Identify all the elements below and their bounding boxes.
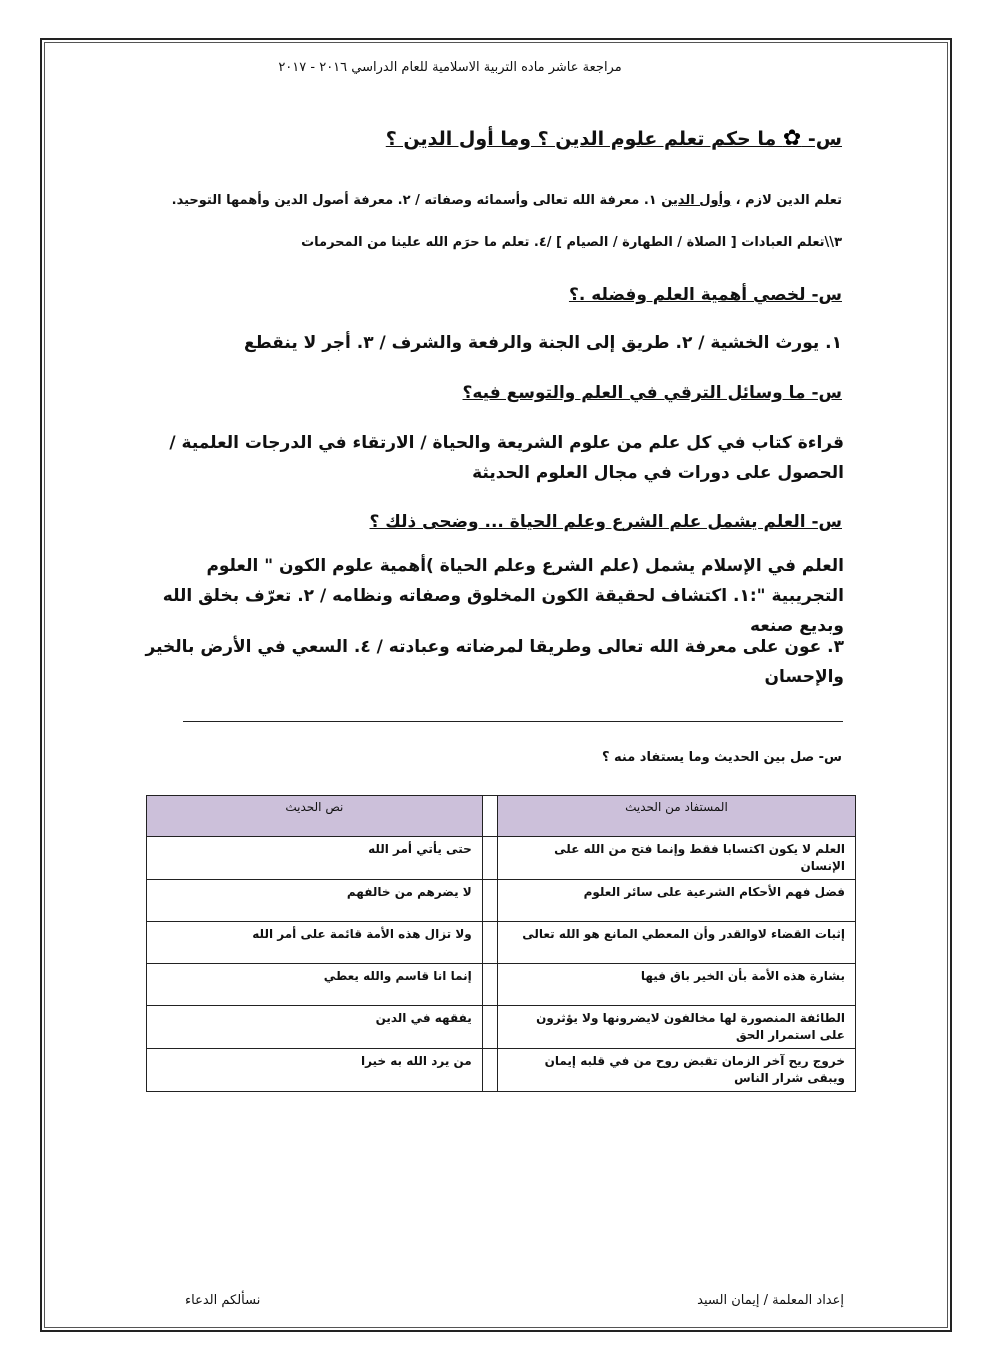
hadith-text-cell: يفقهه في الدين bbox=[147, 1006, 483, 1049]
benefit-cell: بشارة هذه الأمة بأن الخير باق فيها bbox=[497, 964, 855, 1006]
hadith-text-cell: إنما انا قاسم والله يعطي bbox=[147, 964, 483, 1006]
page-header: مراجعة عاشر ماده التربية الاسلامية للعام الدراسي ٢٠١٦ - ٢٠١٧ bbox=[278, 60, 622, 75]
benefit-cell: العلم لا يكون اكتسابا فقط وإنما فتح من الله على الإنسان bbox=[497, 837, 855, 880]
hadith-text-cell: ولا تزال هذه الأمة قائمة على أمر الله bbox=[147, 922, 483, 964]
table-row bbox=[147, 1006, 856, 1049]
answer-4-part-1: العلم في الإسلام يشمل (علم الشرع وعلم الحياة )أهمية علوم الكون " العلوم التجريبية ":١. اكتشاف لحقيقة الكون المخلوق وصفاته ونظامه / ٢. تعرّف بخلق الله وبديع صنعه bbox=[162, 556, 844, 636]
table-row bbox=[147, 922, 856, 964]
answer-1-part-a: تعلم الدين لازم ، bbox=[731, 193, 842, 208]
gap-cell bbox=[482, 837, 497, 880]
section-divider bbox=[183, 721, 843, 722]
gap-cell bbox=[482, 1049, 497, 1092]
answer-1-line-2: ٣\\تعلم العبادات [ الصلاة / الطهارة / الصيام ] /٤. تعلم ما حرَم الله علينا من المحرمات bbox=[301, 235, 842, 250]
hadith-text-cell: لا يضرهم من خالفهم bbox=[147, 880, 483, 922]
gap-cell bbox=[482, 964, 497, 1006]
answer-3: قراءة كتاب في كل علم من علوم الشريعة والحياة / الارتقاء في الدرجات العلمية / الحصول على دورات في مجال العلوم الحديثة bbox=[169, 433, 844, 483]
hadith-matching-table bbox=[146, 795, 856, 1092]
benefit-cell: الطائفة المنصورة لها مخالفون لايضرونها ولا يؤثرون على استمرار الحق bbox=[497, 1006, 855, 1049]
footer-teacher: إعداد المعلمة / إيمان السيد bbox=[697, 1293, 844, 1308]
table-row bbox=[147, 964, 856, 1006]
table-row bbox=[147, 837, 856, 880]
answer-1-line-1 bbox=[142, 193, 842, 208]
question-3: س- ما وسائل الترقي في العلم والتوسع فيه؟ bbox=[462, 383, 842, 403]
gap-cell bbox=[482, 880, 497, 922]
hadith-text-cell: حتى يأتي أمر الله bbox=[147, 837, 483, 880]
footer-dua: نسألكم الدعاء bbox=[185, 1293, 261, 1308]
gap-cell bbox=[482, 1006, 497, 1049]
column-gap bbox=[482, 796, 497, 837]
table-header-row bbox=[147, 796, 856, 837]
question-2: س- لخصي أهمية العلم وفضله .؟ bbox=[568, 285, 842, 305]
flower-icon: ✿ bbox=[782, 126, 802, 151]
hadith-text-cell: من يرد الله به خيرا bbox=[147, 1049, 483, 1092]
question-5: س- صل بين الحديث وما يستفاد منه ؟ bbox=[601, 750, 842, 765]
question-1-prefix: س- bbox=[801, 128, 842, 150]
gap-cell bbox=[482, 922, 497, 964]
question-1 bbox=[386, 126, 842, 151]
question-4: س- العلم يشمل علم الشرع وعلم الحياة ... وضحى ذلك ؟ bbox=[369, 512, 842, 532]
answer-4-part-2: ٣. عون على معرفة الله تعالى وطريقا لمرضاته وعبادته / ٤. السعي في الأرض بالخير والإحسان bbox=[145, 637, 844, 687]
column-header-benefit: المستفاد من الحديث bbox=[497, 796, 855, 837]
benefit-cell: خروج ريح آخر الزمان تقبض روح من في قلبه إيمان ويبقى شرار الناس bbox=[497, 1049, 855, 1092]
column-header-text: نص الحديث bbox=[147, 796, 483, 837]
benefit-cell: إثبات القضاء لاوالقدر وأن المعطي المانع هو الله تعالى bbox=[497, 922, 855, 964]
table-row bbox=[147, 1049, 856, 1092]
table-row bbox=[147, 880, 856, 922]
benefit-cell: فضل فهم الأحكام الشرعية على سائر العلوم bbox=[497, 880, 855, 922]
answer-1-part-b: وأول الدين bbox=[661, 193, 732, 208]
question-1-text: ما حكم تعلم علوم الدين ؟ وما أول الدين ؟ bbox=[385, 128, 783, 150]
answer-2: ١. يورث الخشية / ٢. طريق إلى الجنة والرفعة والشرف / ٣. أجر لا ينقطع bbox=[243, 333, 842, 353]
answer-1-part-c: ١. معرفة الله تعالى وأسمائه وصفاته / ٢. معرفة أصول الدين وأهمها التوحيد. bbox=[171, 193, 662, 208]
